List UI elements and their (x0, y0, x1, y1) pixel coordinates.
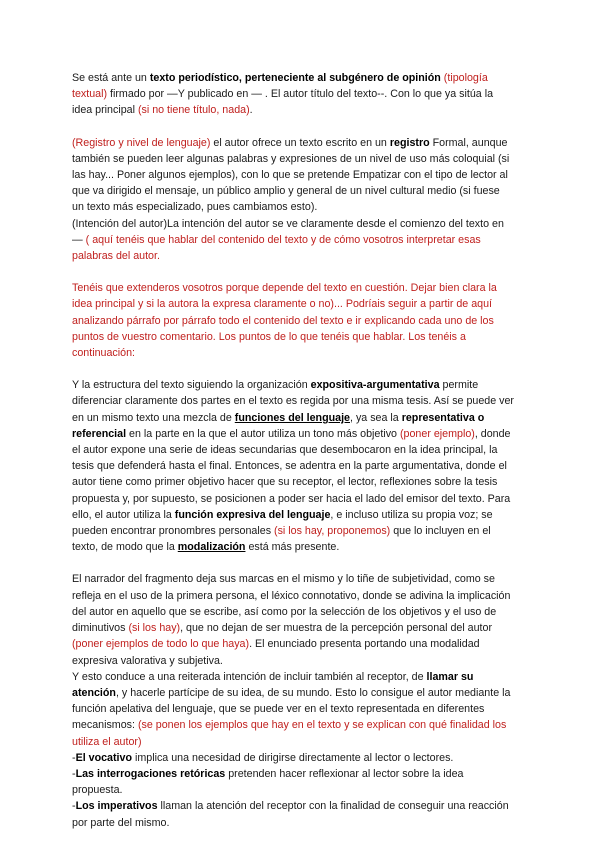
list-dash: - (72, 767, 76, 780)
text-run: , que no dejan de ser muestra de la percepción personal del autor (180, 622, 493, 635)
note-red: (si los hay, proponemos) (274, 525, 391, 538)
note-red: (Registro y nivel de lenguaje) (72, 136, 211, 149)
bold-term: registro (389, 136, 430, 149)
paragraph-structure (72, 377, 514, 555)
paragraph-register (72, 135, 514, 216)
text-run: llaman la atención del receptor con la finalidad de conseguir una reacción por parte del mismo. (72, 800, 509, 829)
note-red: (si no tiene título, nada) (137, 104, 250, 117)
list-item-imperativos (72, 798, 514, 830)
text-run: , e incluso utiliza su propia voz; se pueden encontrar pronombres personales (72, 508, 493, 538)
text-run: El narrador del fragmento deja sus marcas en el mismo y lo tiñe de subjetividad, como se refleja en el uso de la primera persona, el léxico connotativo, donde se adivina la implicación del autor en aquello que se escribe, así como por la selección de los objetivos y el uso de diminutivos (72, 573, 511, 635)
text-run: . (249, 104, 253, 117)
text-run: , donde el autor expone una serie de ideas secundarias que desembocaron en la idea principal, la tesis que defenderá hasta el final. Entonces, se adentra en la parte argumentativa, donde el autor tiene como primer objetivo hacer que su receptor, el lector, reflexiones sobre la tesis propuesta y, por supuesto, se posicionen a poder ser hacia el lado del emisor del texto. Para ello, el autor utiliza la (72, 427, 511, 521)
text-run: Y esto conduce a una reiterada intención de incluir también al receptor, de (72, 670, 427, 683)
bold-term: llamar su atención (72, 670, 474, 699)
bold-term: Los imperativos (75, 800, 158, 813)
bold-term: representativa o referencial (72, 411, 485, 440)
text-run: que lo incluyen en el texto, de modo que la (72, 525, 491, 554)
paragraph-instructions: Tenéis que extenderos vosotros porque depende del texto en cuestión. Dejar bien clara la idea principal y si la autora la expresa claramente o no)... Podríais seguir a partir de aquí analizando párrafo por párrafo todo el contenido del texto e ir explicando cada uno de los puntos de vuestro comentario. Los puntos de lo que tenéis que hablar. Los tenéis a continuación: (72, 282, 497, 360)
text-run: pretenden hacer reflexionar al lector sobre la idea propuesta. (72, 767, 464, 797)
document-page (72, 70, 514, 831)
text-run: , y hacerle partícipe de su idea, de su mundo. Esto lo consigue el autor mediante la función apelativa del lenguaje, que se puede ver en el texto representada en diferentes mecanismos: (72, 686, 511, 732)
list-item-interrogaciones (72, 766, 514, 798)
text-run: el autor ofrece un texto escrito en un (210, 136, 390, 149)
text-run: firmado por —Y publicado en — . El autor título del texto--. Con lo que ya sitúa la idea principal (72, 88, 494, 117)
bold-term: modalización (177, 541, 246, 554)
list-item-vocativo (72, 750, 514, 766)
text-run: está más presente. (245, 541, 340, 554)
paragraph-narrator (72, 571, 514, 668)
list-dash: - (72, 800, 76, 813)
text-run: implica una necesidad de dirigirse directamente al lector o lectores. (132, 751, 454, 764)
bold-term: Las interrogaciones retóricas (75, 767, 226, 780)
bold-term: expositiva-argumentativa (310, 379, 440, 392)
bold-term: El vocativo (75, 751, 132, 764)
paragraph-receptor (72, 669, 514, 750)
text-run: , ya sea la (350, 411, 402, 424)
note-red: (poner ejemplos de todo lo que haya) (72, 638, 250, 651)
bold-term: funciones del lenguaje (234, 411, 350, 424)
note-red: ( aquí tenéis que hablar del contenido del texto y de cómo vosotros interpretar esas palabras del autor. (72, 233, 481, 263)
note-red: (si los hay) (128, 622, 181, 635)
text-run: . El enunciado presenta portando una modalidad expresiva valorativa y subjetiva. (72, 638, 480, 667)
bold-term: texto periodístico, perteneciente al subgénero de opinión (149, 72, 441, 84)
paragraph-intention (72, 216, 514, 265)
text-run: permite diferenciar claramente dos partes en el texto es regida por una misma tesis. Así se puede ver en un mismo texto una mezcla de (72, 379, 514, 424)
list-dash: - (72, 751, 76, 764)
note-red: (se ponen los ejemplos que hay en el texto y se explican con qué finalidad los utiliza el autor) (72, 719, 507, 748)
text-run: (Intención del autor)La intención del autor se ve claramente desde el comienzo del texto en — (72, 217, 504, 246)
note-red: (poner ejemplo) (399, 427, 475, 440)
text-run: Y la estructura del texto siguiendo la organización (72, 379, 311, 392)
bold-term: función expresiva del lenguaje (174, 508, 331, 521)
text-run: en la parte en la que el autor utiliza un tono más objetivo (126, 427, 400, 440)
paragraph-intro (72, 70, 514, 119)
note-red: (tipología textual) (72, 72, 488, 101)
text-run: Se está ante un (72, 72, 150, 84)
text-run: Formal, aunque también se pueden leer algunas palabras y expresiones de un nivel de uso más coloquial (si las hay... Poner algunos ejemplos), con lo que se pretende Empatizar con el tipo de lector al que va dirigido el mensaje, un público amplio y general de un nivel cultural medio (si fuese un texto más especializado, pues cambiamos esto). (72, 136, 510, 214)
